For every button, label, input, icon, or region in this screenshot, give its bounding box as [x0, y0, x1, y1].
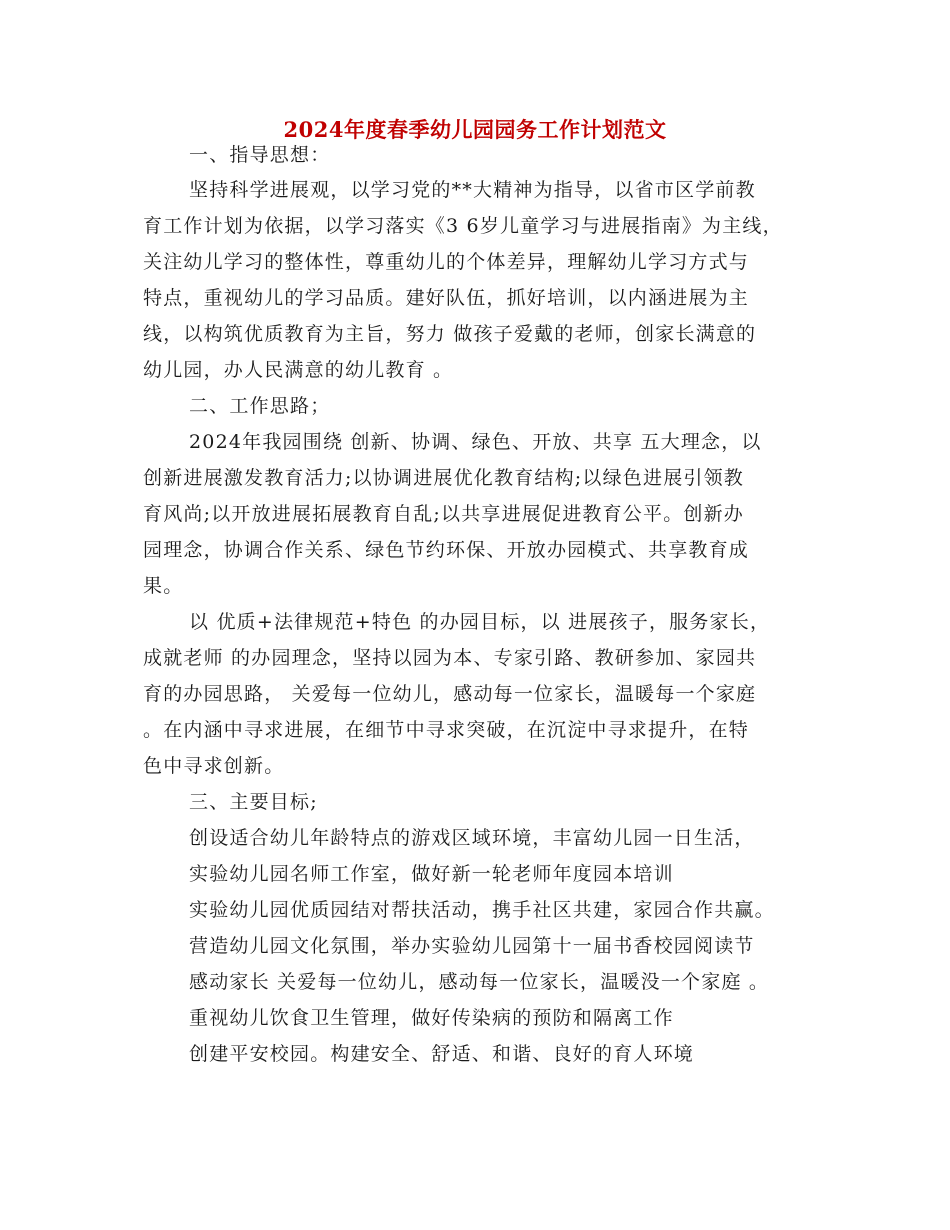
goal-item: 实验幼儿园优质园结对帮扶活动，携手社区共建，家园合作共赢。 — [189, 899, 775, 921]
paragraph-line: 以 优质+法律规范+特色 的办园目标，以 进展孩子，服务家长， — [189, 611, 771, 633]
goal-item: 重视幼儿饮食卫生管理，做好传染病的预防和隔离工作 — [189, 1007, 674, 1029]
paragraph-line: 线，以构筑优质教育为主旨，努力 做孩子爱戴的老师，创家长满意的 — [143, 323, 757, 345]
goal-item: 创建平安校园。构建安全、舒适、和谐、良好的育人环境 — [189, 1043, 695, 1065]
heading-work-ideas: 二、工作思路； — [189, 395, 331, 417]
paragraph-line: 育风尚;以开放进展拓展教育自乱;以共享进展促进教育公平。创新办 — [143, 503, 745, 525]
paragraph-line: 色中寻求创新。 — [143, 755, 285, 777]
goal-item: 营造幼儿园文化氛围，举办实验幼儿园第十一届书香校园阅读节 — [189, 935, 755, 957]
document-title: 2024年度春季幼儿园园务工作计划范文 — [283, 117, 667, 142]
paragraph-line: 成就老师 的办园理念，坚持以园为本、专家引路、教研参加、家园共 — [143, 647, 757, 669]
paragraph-line: 园理念，协调合作关系、绿色节约环保、开放办园模式、共享教育成 — [143, 539, 750, 561]
goal-item: 创设适合幼儿年龄特点的游戏区域环境，丰富幼儿园一日生活， — [189, 827, 755, 849]
paragraph-line: 2024年我园围绕 创新、协调、绿色、开放、共享 五大理念，以 — [189, 431, 762, 453]
heading-guiding-ideology: 一、指导思想： — [189, 144, 331, 166]
paragraph-line: 育工作计划为依据，以学习落实《3 6岁儿童学习与进展指南》为主线， — [143, 215, 783, 237]
paragraph-line: 育的办园思路， 关爱每一位幼儿，感动每一位家长，温暖每一个家庭 — [143, 683, 757, 705]
paragraph-line: 坚持科学进展观，以学习党的**大精神为指导，以省市区学前教 — [189, 179, 756, 201]
goal-item: 实验幼儿园名师工作室，做好新一轮老师年度园本培训 — [189, 863, 674, 885]
paragraph-line: 关注幼儿学习的整体性，尊重幼儿的个体差异，理解幼儿学习方式与 — [143, 251, 750, 273]
heading-main-goals: 三、主要目标; — [189, 791, 318, 813]
goal-item: 感动家长 关爱每一位幼儿，感动每一位家长，温暖没一个家庭 。 — [189, 971, 770, 993]
paragraph-line: 创新进展激发教育活力;以协调进展优化教育结构;以绿色进展引领教 — [143, 467, 745, 489]
paragraph-line: 。在内涵中寻求进展，在细节中寻求突破，在沉淀中寻求提升，在特 — [143, 719, 750, 741]
paragraph-line: 特点，重视幼儿的学习品质。建好队伍，抓好培训，以内涵进展为主 — [143, 287, 750, 309]
paragraph-line: 果。 — [143, 575, 184, 597]
paragraph-line: 幼儿园，办人民满意的幼儿教育 。 — [143, 359, 454, 381]
